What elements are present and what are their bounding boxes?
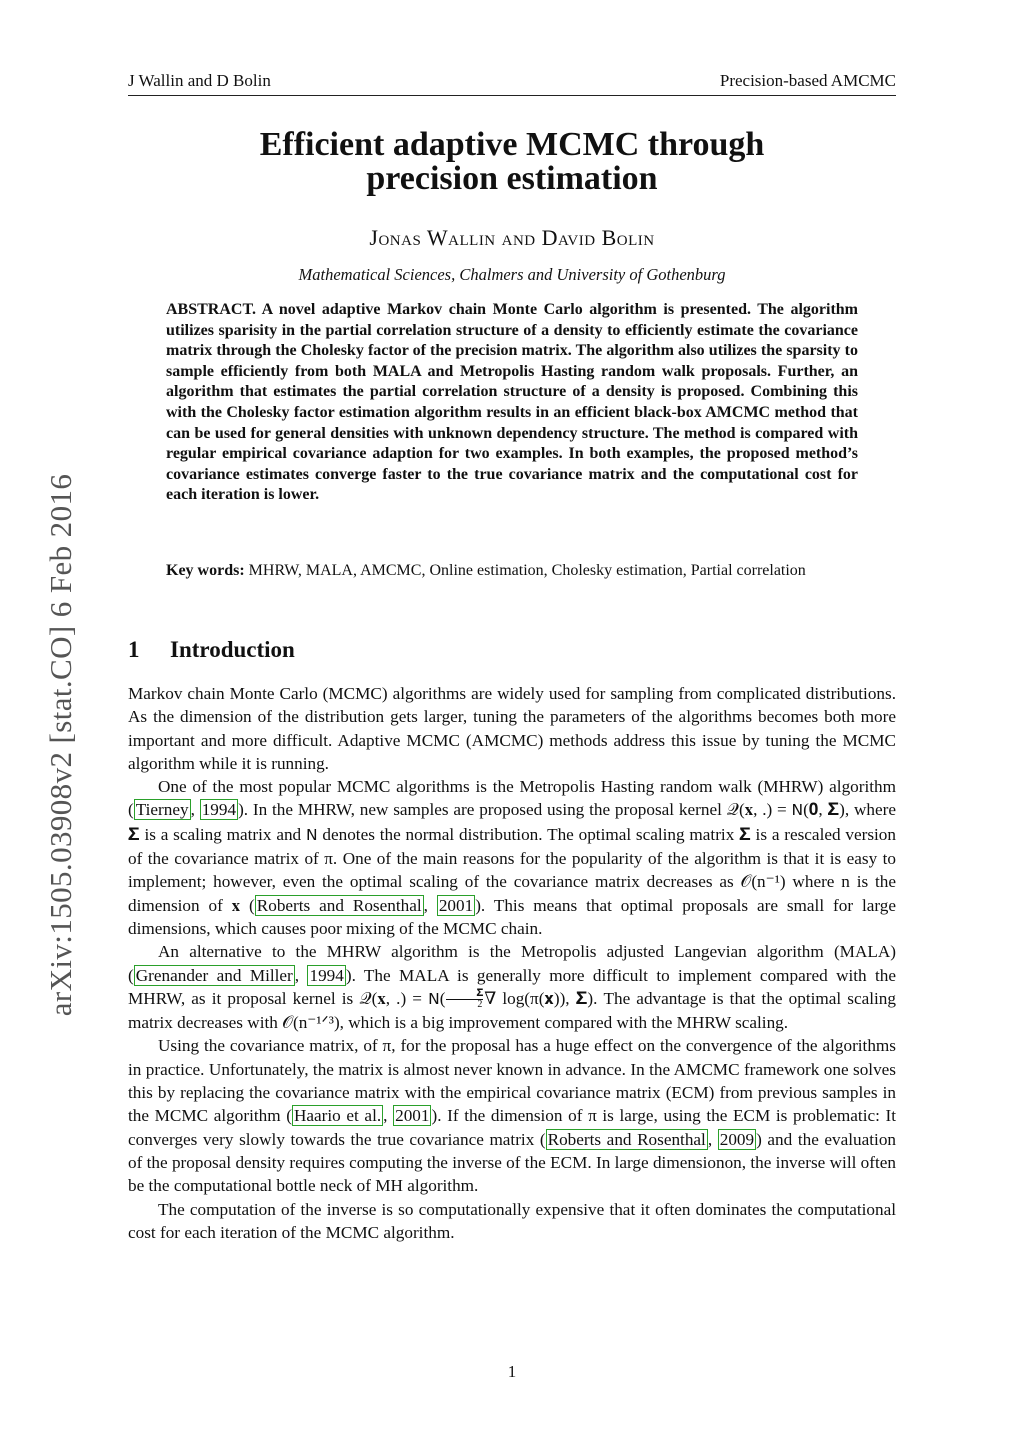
math-args: (𝟎, 𝚺)	[803, 800, 845, 820]
citation-haario-author[interactable]: Haario et al.	[293, 1106, 382, 1126]
paragraph-3: An alternative to the MHRW algorithm is the Metropolis adjusted Langevian algorithm (MALA) ( Grenander and Miller , 1994 ). The MALA is generally more difficult to implement compared with the MHRW, as it proposal kernel is 𝒬(𝐱, .) = N( $\frac{\text{𝚺}}{2}$ ∇ log(π(𝐱)), 𝚺). The advantage is that the optimal scaling matrix decreases with 𝒪(n⁻¹ᐟ³), which is a big improvement compared with the MHRW scaling.	[128, 942, 896, 1033]
text-run: One of the most popular MCMC algorithms is the Metropolis Hasting random walk (MHRW) algorithm (	[128, 777, 896, 820]
running-header	[128, 71, 896, 96]
math-fraction	[446, 989, 483, 1010]
abstract: ABSTRACT. A novel adaptive Markov chain Monte Carlo algorithm is presented. The algorithm utilizes sparisity in the partial correlation structure of a density to efficiently estimate the covariance matrix through the Cholesky factor of the precision matrix. The algorithm also utilizes the sparsity to sample efficiently from both MALA and Metropolis Hasting random walk proposals. Further, an algorithm that estimates the partial correlation structure of a density is proposed. Combining this with the Cholesky factor estimation algorithm results in an efficient black-box AMCMC method that can be used for general densities with unknown dependency structure. The method is compared with regular empirical covariance adaption for two examples. In both examples, the proposed method’s covariance estimates converge faster to the true covariance matrix and the computational cost for each iteration is lower.	[166, 301, 858, 504]
paragraph-1: Markov chain Monte Carlo (MCMC) algorithms are widely used for sampling from complicated distributions. As the dimension of the distribution gets larger, tuning the parameters of the algorithms becomes both more important and more difficult. Adaptive MCMC (AMCMC) methods address this issue by tuning the MCMC algorithm while it is running.	[128, 684, 896, 773]
math-normal: N	[305, 825, 318, 844]
paragraph-2: One of the most popular MCMC algorithms is the Metropolis Hasting random walk (MHRW) algorithm ( Tierney , 1994 ). In the MHRW, new samples are proposed using the proposal kernel 𝒬(𝐱, .) = N(𝟎, 𝚺), where 𝚺 is a scaling matrix and N denotes the normal distribution. The optimal scaling matrix 𝚺 is a rescaled version of the covariance matrix of π. One of the main reasons for the popularity of the algorithm is that it is easy to implement; however, even the optimal scaling of the covariance matrix decreases as 𝒪(n⁻¹) where n is the dimension of 𝐱 ( Roberts and Rosenthal , 2001 ). This means that optimal proposals are small for large dimensions, which causes poor mixing of the MCMC chain.	[128, 777, 897, 938]
math-normal: N	[428, 989, 440, 1008]
math-sigma: 𝚺	[128, 824, 140, 844]
text-run: ) and the evaluation of the proposal density requires computing the inverse of the ECM. In large dimensionon, the inverse will often be the computational bottle neck of MH algorithm.	[128, 1129, 897, 1196]
section-title: Introduction	[170, 637, 295, 662]
text-run: ). If the dimension of π is large, using the ECM is problematic: It converges very slowly towards the true covariance matrix (	[128, 1106, 897, 1149]
text-run: denotes the normal distribution. The optimal scaling matrix	[317, 824, 740, 844]
citation-tierney-year[interactable]: 1994	[201, 800, 237, 820]
fraction-denominator: 2	[477, 999, 483, 1011]
introduction-body	[128, 682, 896, 1244]
author-list: Jonas Wallin and David Bolin	[369, 225, 655, 250]
text-run: (	[240, 895, 255, 915]
text-run: ). This means that optimal proposals are small for large dimensions, which causes poor mixing of the MCMC chain.	[128, 895, 897, 938]
text-run: An alternative to the MHRW algorithm is the Metropolis adjusted Langevian algorithm (MALA) (	[128, 942, 896, 985]
header-authors: J Wallin and D Bolin	[128, 71, 271, 90]
keywords-text: MHRW, MALA, AMCMC, Online estimation, Cholesky estimation, Partial correlation	[248, 562, 806, 579]
keywords-label: Key words:	[166, 562, 245, 579]
text-run: . The advantage is that the optimal scaling matrix decreases with 𝒪(n⁻¹ᐟ³), which is a big improvement compared with the MHRW scaling.	[128, 988, 896, 1033]
citation-haario-year[interactable]: 2001	[395, 1106, 430, 1126]
text-run: is a scaling matrix and	[139, 824, 306, 844]
citation-grenander-miller-year[interactable]: 1994	[309, 965, 344, 985]
text-run: Using the covariance matrix, of π, for the proposal has a huge effect on the convergence of the algorithms in practice. Unfortunately, the matrix is almost never known in advance. In the AMCMC framework one solves this by replacing the covariance matrix with the empirical covariance matrix (ECM) from previous samples in the MCMC algorithm (	[128, 1036, 896, 1126]
page-number: 1	[507, 1362, 517, 1381]
citation-grenander-miller-author[interactable]: Grenander and Miller	[135, 965, 293, 985]
paragraph-4: Using the covariance matrix, of π, for the proposal has a huge effect on the convergence of the algorithms in practice. Unfortunately, the matrix is almost never known in advance. In the AMCMC framework one solves this by replacing the covariance matrix with the empirical covariance matrix (ECM) from previous samples in the MCMC algorithm ( Haario et al. , 2001 ). If the dimension of π is large, using the ECM is problematic: It converges very slowly towards the true covariance matrix ( Roberts and Rosenthal , 2009 ) and the evaluation of the proposal density requires computing the inverse of the ECM. In large dimensionon, the inverse will often be the computational bottle neck of MH algorithm.	[128, 1036, 897, 1196]
math-kernel: 𝒬(𝐱, .) =	[726, 800, 792, 820]
citation-roberts-rosenthal-2009-year[interactable]: 2009	[719, 1129, 755, 1149]
math-kernel: 𝒬(𝐱, .) =	[359, 988, 429, 1008]
fraction-numerator: 𝚺	[446, 989, 483, 1000]
section-heading-introduction	[128, 636, 295, 664]
citation-roberts-rosenthal-2001-author[interactable]: Roberts and Rosenthal	[256, 895, 422, 915]
text-run: ). The MALA is generally more difficult to implement compared with the MHRW, as it proposal kernel is	[128, 965, 896, 1008]
arxiv-identifier[interactable]: arXiv:1505.03908v2 [stat.CO] 6 Feb 2016	[43, 473, 78, 1017]
keywords	[166, 561, 858, 581]
citation-roberts-rosenthal-2001-year[interactable]: 2001	[438, 895, 474, 915]
math-paren: (	[439, 988, 446, 1008]
citation-roberts-rosenthal-2009-author[interactable]: Roberts and Rosenthal	[547, 1129, 706, 1149]
math-normal: N	[791, 801, 804, 820]
math-gradient: ∇ log(π(𝐱)), 𝚺)	[484, 988, 594, 1008]
text-run: , where	[844, 800, 896, 820]
text-run: is a rescaled version of the covariance matrix of π. One of the main reasons for the popularity of the algorithm is that it is easy to implement; however, even the optimal scaling of the covariance matrix decreases as 𝒪(n⁻¹) where n is the dimension of	[128, 824, 896, 915]
text-run: ). In the MHRW, new samples are proposed using the proposal kernel	[238, 800, 727, 820]
paper-title	[128, 128, 896, 196]
paragraph-5: The computation of the inverse is so computationally expensive that it often dominates the computational cost for each iteration of the MCMC algorithm.	[128, 1199, 896, 1242]
math-sigma: 𝚺	[739, 824, 751, 844]
header-short-title: Precision-based AMCMC	[719, 71, 896, 90]
title-line-2: precision estimation	[366, 160, 658, 197]
section-number: 1	[128, 637, 140, 662]
title-line-1: Efficient adaptive MCMC through	[259, 126, 765, 163]
citation-tierney-author[interactable]: Tierney	[135, 800, 189, 820]
math-x: 𝐱	[231, 895, 241, 915]
affiliation: Mathematical Sciences, Chalmers and University of Gothenburg	[298, 265, 726, 284]
